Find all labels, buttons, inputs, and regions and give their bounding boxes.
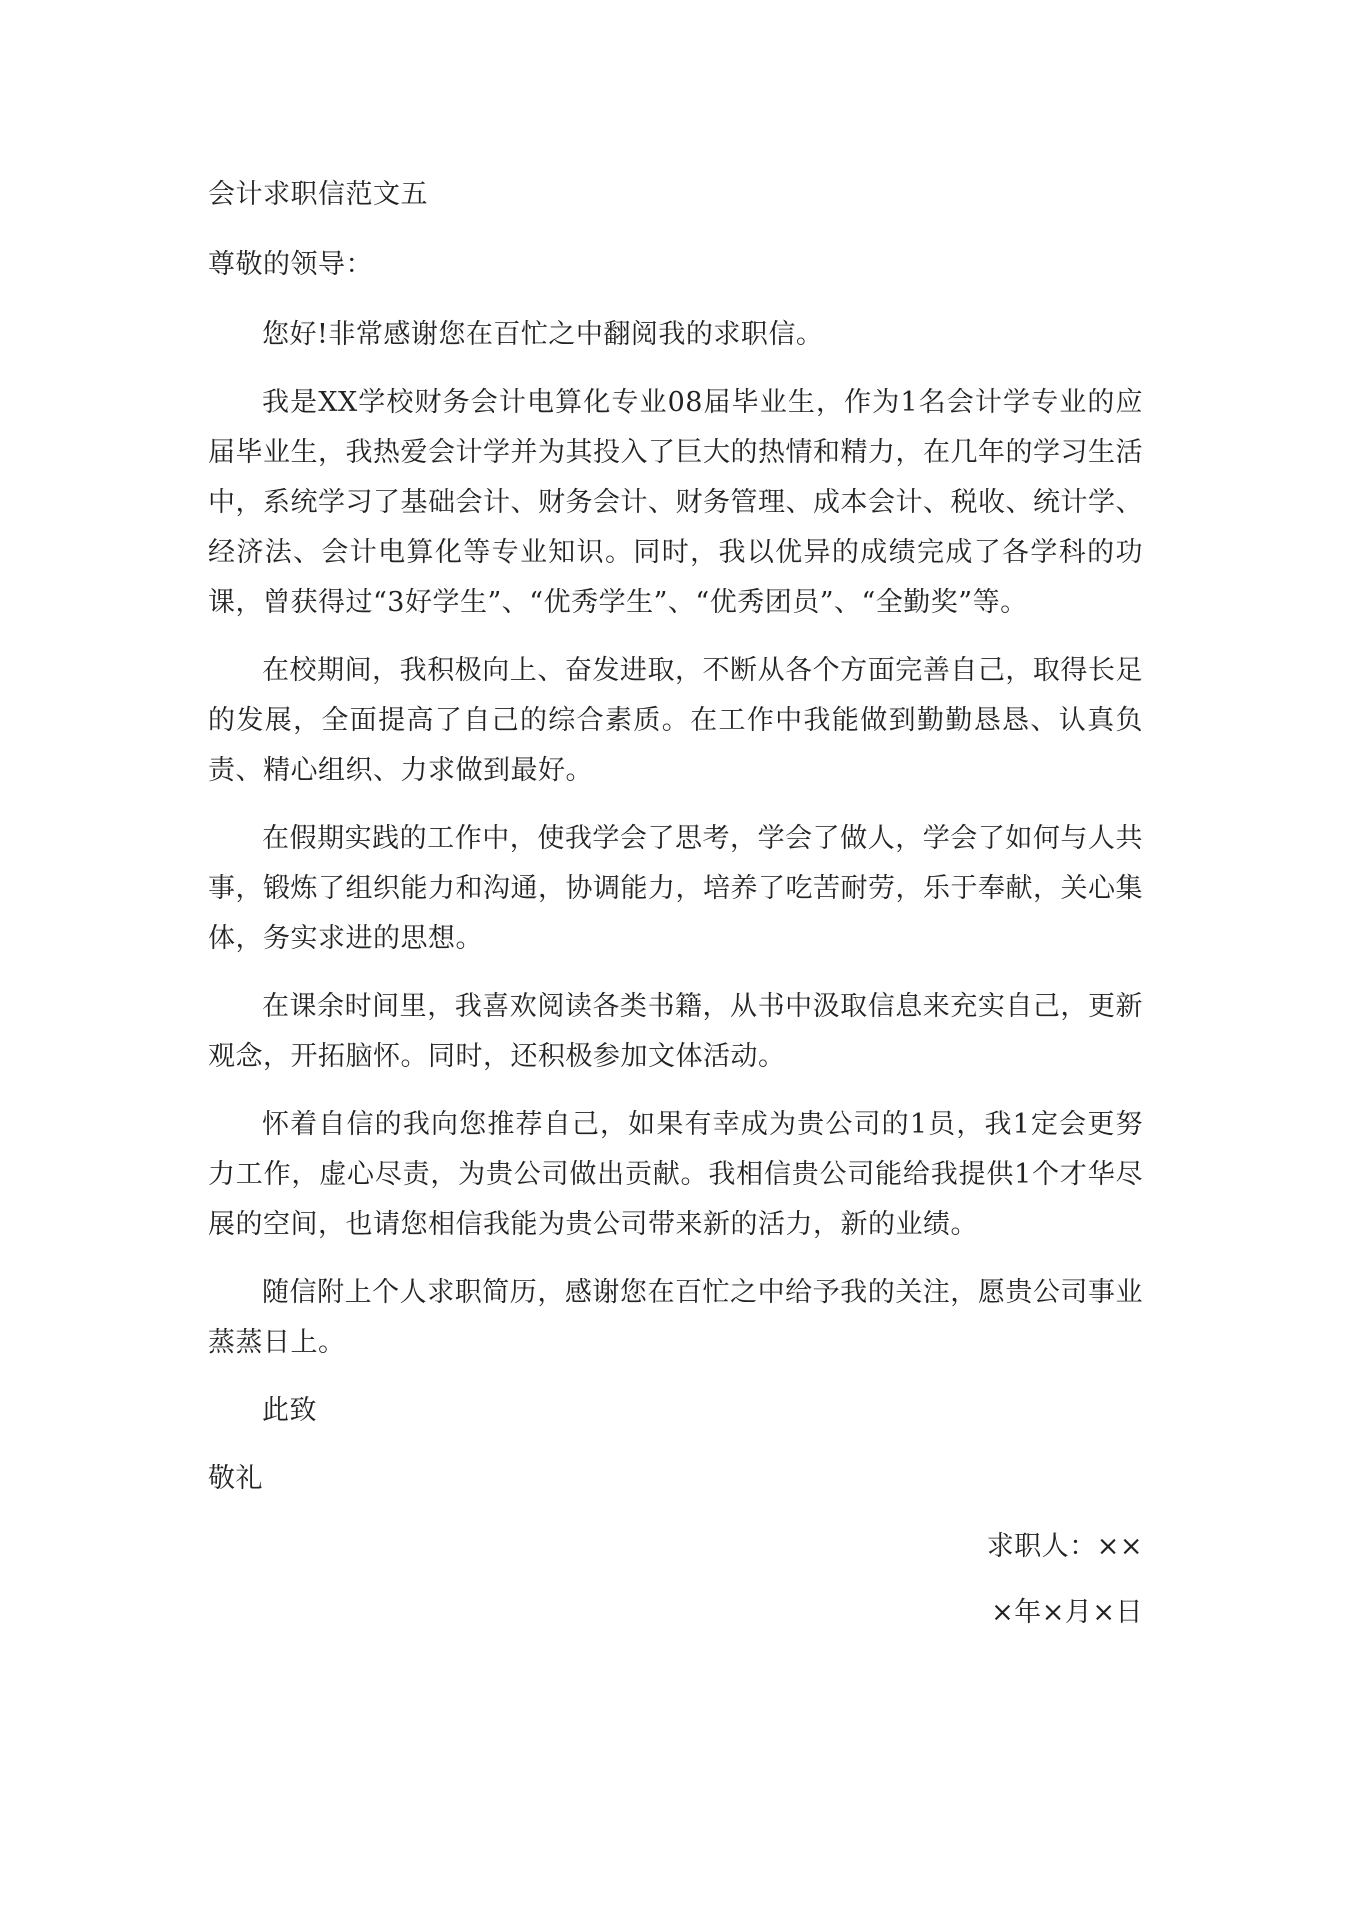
paragraph-greeting: 您好!非常感谢您在百忙之中翻阅我的求职信。	[262, 319, 824, 350]
paragraph-background: 我是XX学校财务会计电算化专业08届毕业生，作为1名会计学专业的应届毕业生，我热爱会计学并为其投入了巨大的热情和精力，在几年的学习生活中，系统学习了基础会计、财务会计、财务管理、成本会计、税收、统计学、经济法、会计电算化等专业知识。同时，我以优异的成绩完成了各学科的功课，曾获得过“3好学生”、“优秀学生”、“优秀团员”、“全勤奖”等。	[208, 387, 1143, 618]
paragraph-attachment: 随信附上个人求职简历，感谢您在百忙之中给予我的关注，愿贵公司事业蒸蒸日上。	[208, 1277, 1143, 1358]
paragraph-practice: 在假期实践的工作中，使我学会了思考，学会了做人，学会了如何与人共事，锻炼了组织能力和沟通，协调能力，培养了吃苦耐劳，乐于奉献，关心集体，务实求进的思想。	[208, 823, 1143, 954]
paragraph-leisure: 在课余时间里，我喜欢阅读各类书籍，从书中汲取信息来充实自己，更新观念，开拓脑怀。同时，还积极参加文体活动。	[208, 991, 1143, 1072]
paragraph-recommend: 怀着自信的我向您推荐自己，如果有幸成为贵公司的1员，我1定会更努力工作，虚心尽责，为贵公司做出贡献。我相信贵公司能给我提供1个才华尽展的空间，也请您相信我能为贵公司带来新的活力，新的业绩。	[208, 1109, 1143, 1240]
signature: 求职人：××	[986, 1531, 1143, 1562]
date: ×年×月×日	[991, 1597, 1143, 1628]
document-title: 会计求职信范文五	[208, 179, 428, 210]
letter-body	[208, 170, 1143, 1654]
paragraph-school: 在校期间，我积极向上、奋发进取，不断从各个方面完善自己，取得长足的发展，全面提高了自己的综合素质。在工作中我能做到勤勤恳恳、认真负责、精心组织、力求做到最好。	[208, 655, 1143, 786]
closing-regards: 敬礼	[208, 1463, 263, 1494]
salutation: 尊敬的领导：	[208, 249, 373, 280]
closing-phrase: 此致	[262, 1395, 317, 1426]
